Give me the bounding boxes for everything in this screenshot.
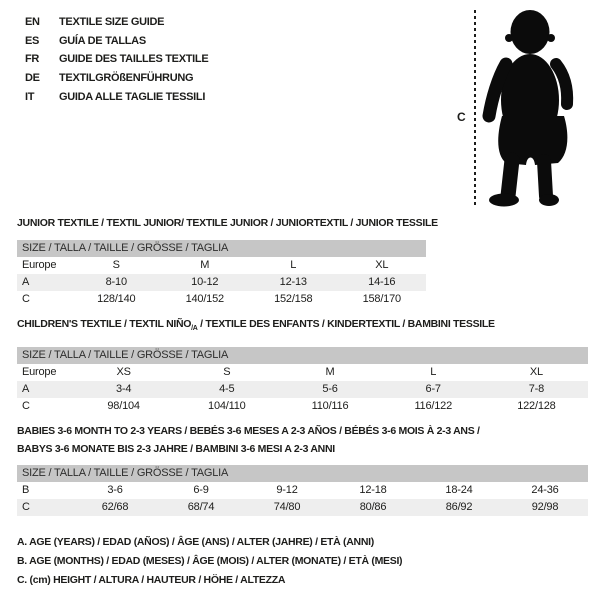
babies-section-title	[17, 422, 480, 458]
language-code: FR	[25, 53, 40, 66]
baby-silhouette-image	[482, 8, 590, 208]
table-cell: 98/104	[107, 400, 140, 412]
table-cell: 9-12	[276, 484, 298, 496]
table-cell: 3-4	[115, 383, 132, 395]
table-cell: 14-16	[368, 276, 396, 288]
table-cell: 68/74	[187, 501, 215, 513]
table-cell: 62/68	[101, 501, 129, 513]
table-row	[17, 291, 426, 308]
table-cell: 110/116	[311, 400, 349, 412]
table-cell: 5-6	[322, 383, 338, 395]
table-cell: 4-5	[219, 383, 235, 395]
table-cell: 7-8	[528, 383, 545, 395]
children-title-pre: CHILDREN'S TEXTILE / TEXTIL NIÑO	[17, 318, 192, 330]
table-cell: 12-18	[359, 484, 387, 496]
language-row	[25, 13, 208, 32]
table-cell: 24-36	[531, 484, 559, 496]
table-cell: M	[325, 366, 335, 378]
language-code: IT	[25, 90, 35, 103]
children-size-table	[17, 347, 588, 415]
table-row	[17, 482, 588, 499]
footnote-age-months: B. AGE (MONTHS) / EDAD (MESES) / ÂGE (MOIS) / ALTER (MONATE) / ETÀ (MESI)	[17, 555, 403, 567]
table-row	[17, 499, 588, 516]
row-label: C	[22, 400, 30, 412]
table-cell: S	[112, 259, 120, 271]
language-code: EN	[25, 16, 40, 28]
language-title-list	[25, 13, 208, 107]
row-label: B	[22, 484, 30, 496]
table-cell: 92/98	[531, 501, 559, 513]
language-row	[25, 50, 208, 69]
table-row	[17, 398, 588, 415]
table-cell: XS	[116, 366, 131, 378]
table-cell: S	[223, 366, 231, 378]
table-row	[17, 381, 588, 398]
table-cell: 8-10	[105, 276, 127, 288]
children-title-subscript: /A	[191, 325, 198, 333]
junior-section-title	[17, 214, 438, 232]
table-cell: 10-12	[191, 276, 219, 288]
height-measure-label: C	[457, 110, 466, 124]
table-cell: 74/80	[273, 501, 301, 513]
table-cell: L	[430, 366, 437, 378]
row-label: A	[22, 276, 30, 288]
table-cell: 128/140	[97, 293, 136, 305]
size-table-header: SIZE / TALLA / TAILLE / GRÖSSE / TAGLIA	[17, 465, 588, 482]
table-cell: XL	[529, 366, 543, 378]
language-row	[25, 32, 208, 51]
children-section-title	[17, 315, 495, 338]
table-cell: 6-7	[425, 383, 441, 395]
table-cell: 86/92	[445, 501, 473, 513]
table-row	[17, 364, 588, 381]
table-cell: XL	[375, 259, 389, 271]
table-cell: L	[290, 259, 297, 271]
language-code: DE	[25, 72, 40, 85]
language-guide-title: GUIDA ALLE TAGLIE TESSILI	[59, 90, 206, 103]
row-label: C	[22, 293, 30, 305]
row-label: C	[22, 501, 30, 513]
table-cell: 104/110	[208, 400, 246, 412]
language-guide-title: TEXTILE SIZE GUIDE	[59, 16, 165, 28]
junior-title-text: JUNIOR TEXTILE / TEXTIL JUNIOR/ TEXTILE JUNIOR / JUNIORTEXTIL / JUNIOR TESSILE	[17, 217, 438, 229]
table-row	[17, 274, 426, 291]
table-cell: 18-24	[445, 484, 473, 496]
footnote-age-years: A. AGE (YEARS) / EDAD (AÑOS) / ÂGE (ANS) / ALTER (JAHRE) / ETÀ (ANNI)	[17, 536, 374, 548]
table-cell: 80/86	[359, 501, 387, 513]
children-title-post: / TEXTILE DES ENFANTS / KINDERTEXTIL / BAMBINI TESSILE	[197, 318, 495, 330]
table-row	[17, 257, 426, 274]
junior-size-table	[17, 240, 426, 308]
table-cell: 140/152	[185, 293, 224, 305]
size-table-header: SIZE / TALLA / TAILLE / GRÖSSE / TAGLIA	[17, 240, 426, 257]
language-guide-title: GUÍA DE TALLAS	[59, 34, 146, 47]
row-label: Europe	[22, 259, 57, 271]
babies-size-table	[17, 465, 588, 516]
table-cell: M	[200, 259, 210, 271]
babies-title-line1: BABIES 3-6 MONTH TO 2-3 YEARS / BEBÉS 3-6 MESES A 2-3 AÑOS / BÉBÉS 3-6 MOIS À 2-3 ANS /	[17, 425, 480, 437]
height-dashed-line	[474, 10, 476, 208]
table-cell: 12-13	[279, 276, 307, 288]
language-guide-title: GUIDE DES TAILLES TEXTILE	[59, 53, 209, 66]
row-label: A	[22, 383, 30, 395]
table-cell: 3-6	[107, 484, 123, 496]
language-row	[25, 69, 208, 88]
row-label: Europe	[22, 366, 57, 378]
table-cell: 6-9	[193, 484, 209, 496]
language-guide-title: TEXTILGRÖßENFÜHRUNG	[59, 72, 194, 85]
table-cell: 116/122	[414, 400, 452, 412]
footnotes	[17, 533, 402, 590]
language-row	[25, 88, 208, 107]
table-cell: 152/158	[274, 293, 313, 305]
table-cell: 158/170	[362, 293, 401, 305]
table-cell: 122/128	[517, 400, 556, 412]
babies-title-line2: BABYS 3-6 MONATE BIS 2-3 JAHRE / BAMBINI 3-6 MESI A 2-3 ANNI	[17, 443, 335, 455]
footnote-height-cm: C. (cm) HEIGHT / ALTURA / HAUTEUR / HÖHE / ALTEZZA	[17, 574, 286, 586]
size-table-header: SIZE / TALLA / TAILLE / GRÖSSE / TAGLIA	[17, 347, 588, 364]
language-code: ES	[25, 34, 40, 47]
